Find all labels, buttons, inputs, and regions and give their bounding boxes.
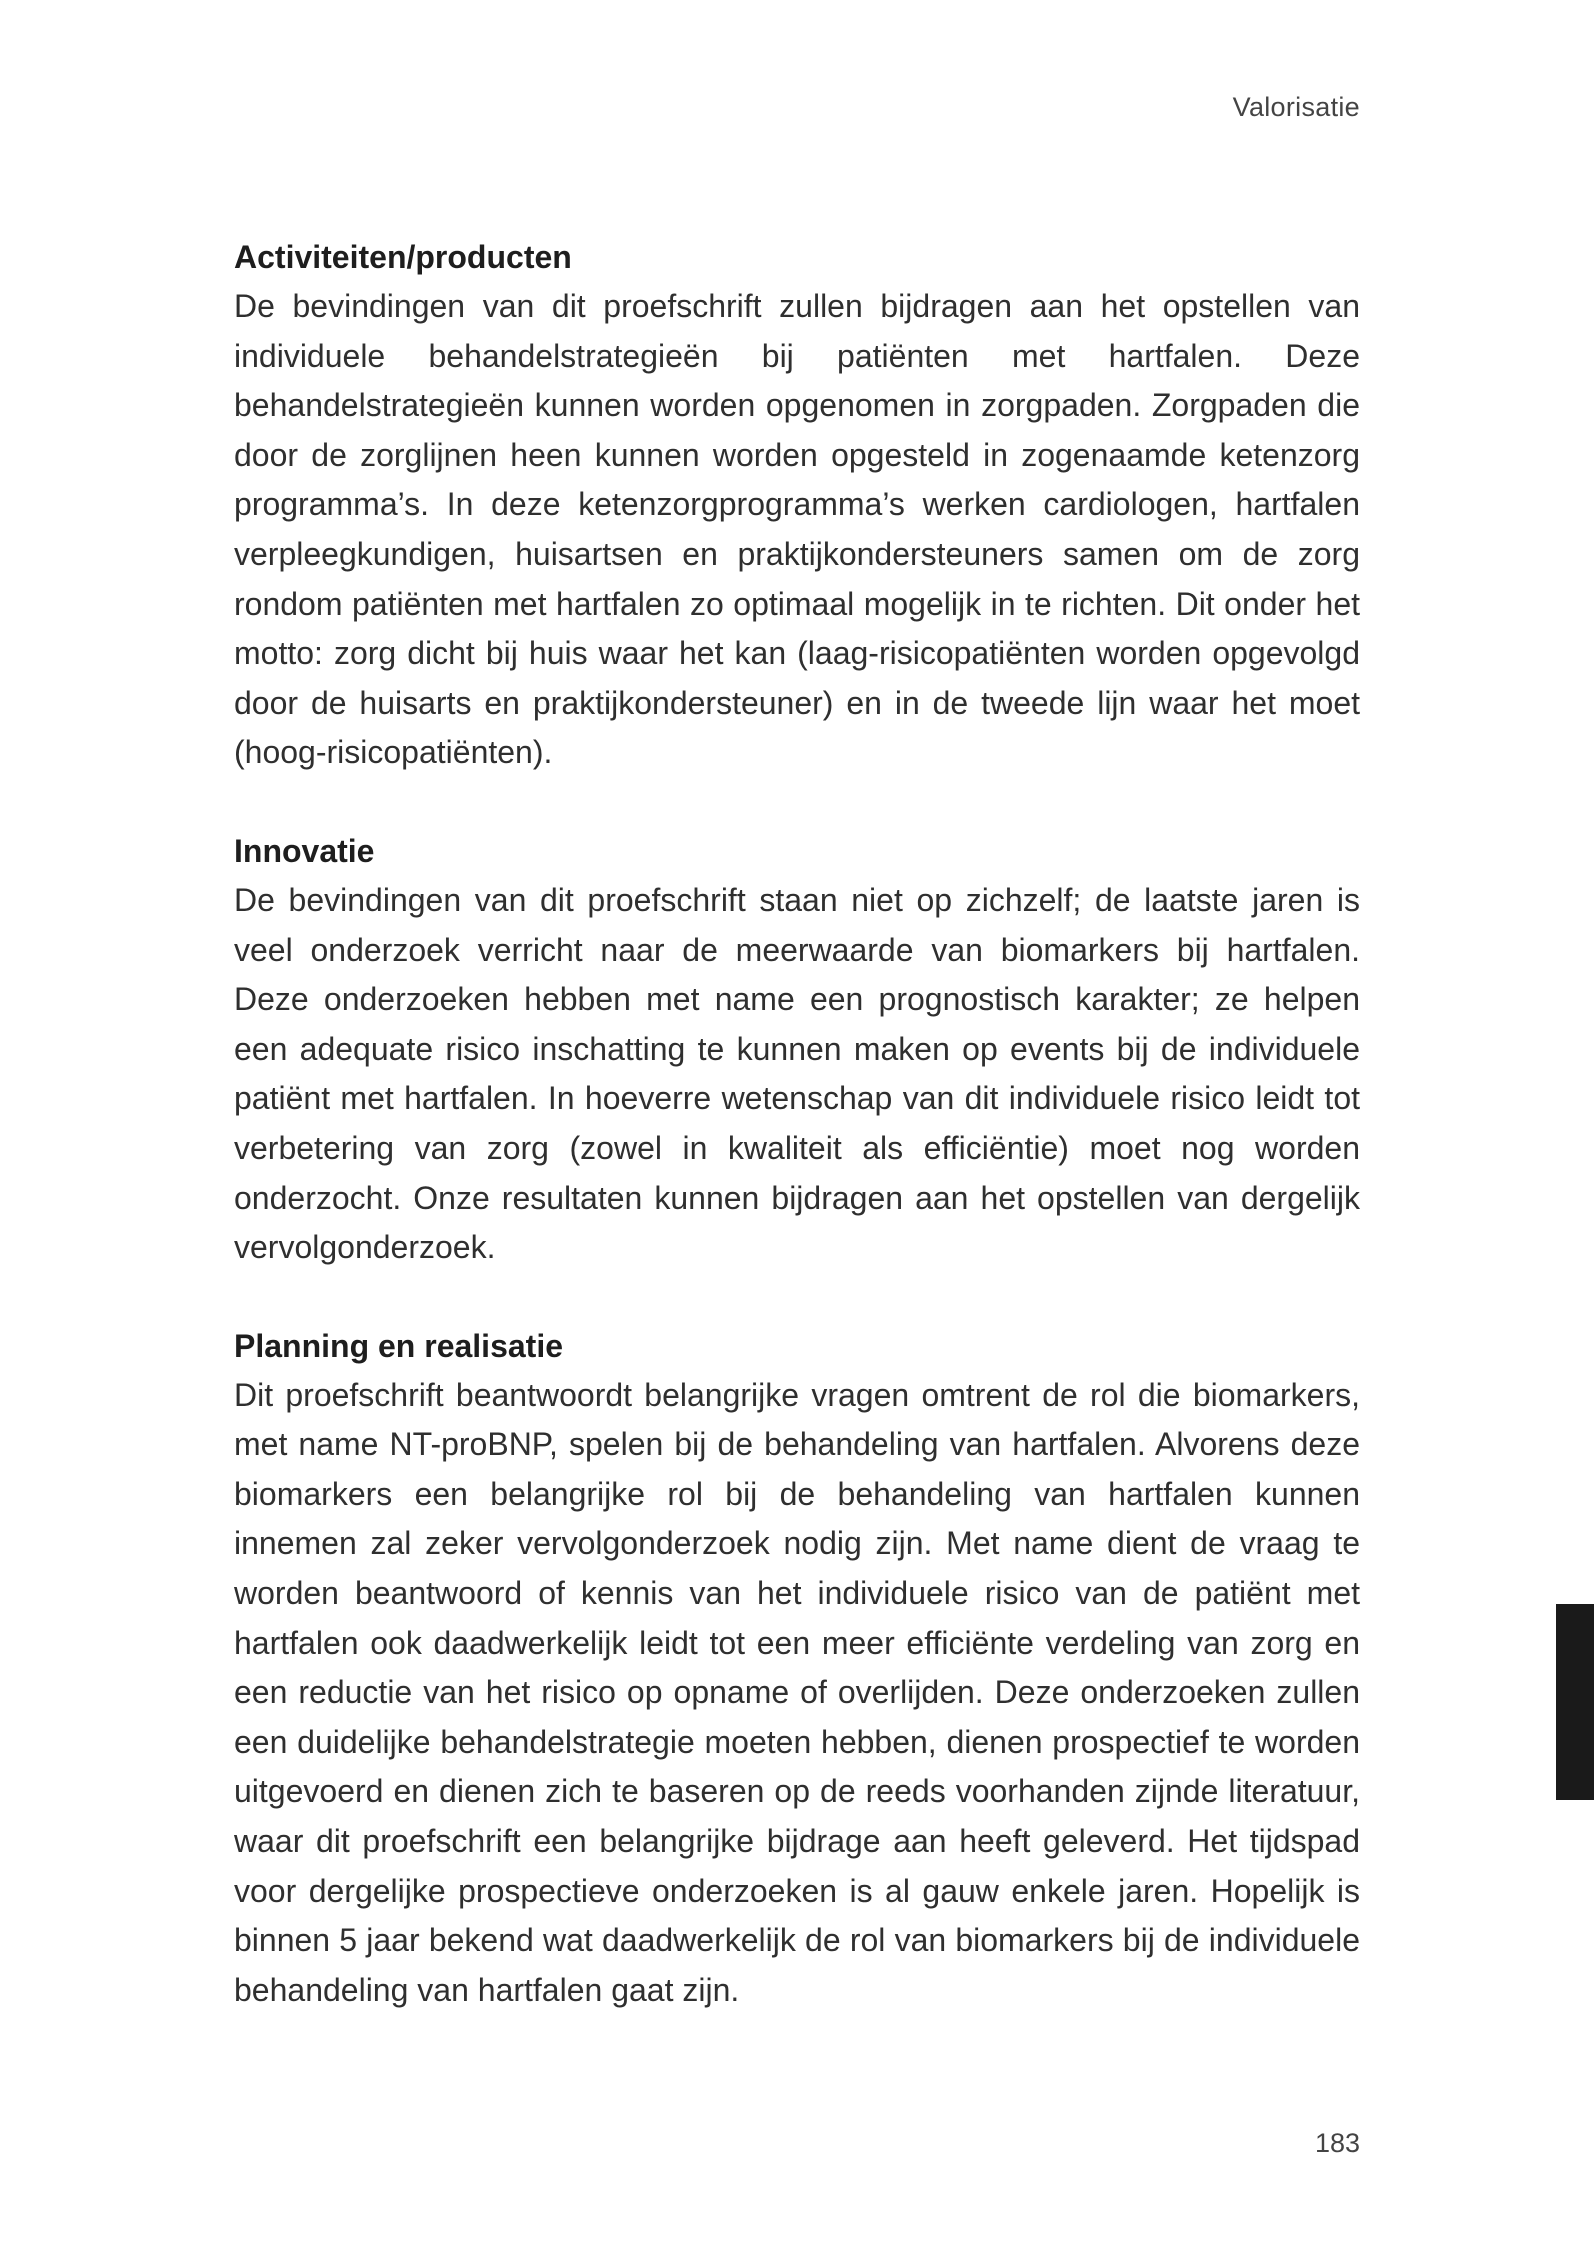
page-content (234, 232, 1360, 2063)
section-planning-en-realisatie (234, 1321, 1360, 2016)
section-heading: Innovatie (234, 832, 375, 869)
section-paragraph: Dit proefschrift beantwoordt belangrijke vragen omtrent de rol die biomarkers, met name NT-proBNP, spelen bij de behandeling van hartfalen. Alvorens deze biomarkers een belangrijke rol bij de behandeling van hartfalen kunnen innemen zal zeker vervolgonderzoek nodig zijn. Met name dient de vraag te worden beantwoord of kennis van het individuele risico van de patiënt met hartfalen ook daadwerkelijk leidt tot een meer efficiënte verdeling van zorg en een reductie van het risico op opname of overlijden. Deze onderzoeken zullen een duidelijke behandelstrategie moeten hebben, dienen prospectief te worden uitgevoerd en dienen zich te baseren op de reeds voorhanden zijnde literatuur, waar dit proefschrift een belangrijke bijdrage aan heeft geleverd. Het tijdspad voor dergelijke prospectieve onderzoeken is al gauw enkele jaren. Hopelijk is binnen 5 jaar bekend wat daadwerkelijk de rol van biomarkers bij de individuele behandeling van hartfalen gaat zijn. (234, 1376, 1360, 2008)
section-paragraph: De bevindingen van dit proefschrift staan niet op zichzelf; de laatste jaren is veel onderzoek verricht naar de meerwaarde van biomarkers bij hartfalen. Deze onderzoeken hebben met name een prognostisch karakter; ze helpen een adequate risico inschatting te kunnen maken op events bij de individuele patiënt met hartfalen. In hoeverre wetenschap van dit individuele risico leidt tot verbetering van zorg (zowel in kwaliteit als efficiëntie) moet nog worden onderzocht. Onze resultaten kunnen bijdragen aan het opstellen van dergelijk vervolgonderzoek. (234, 881, 1360, 1266)
section-innovatie (234, 826, 1360, 1273)
section-heading: Activiteiten/producten (234, 239, 572, 275)
running-header-title: Valorisatie (1232, 92, 1360, 122)
section-paragraph: De bevindingen van dit proefschrift zullen bijdragen aan het opstellen van individuele behandelstrategieën bij patiënten met hartfalen. Deze behandelstrategieën kunnen worden opgenomen in zorgpaden. Zorgpaden die door de zorglijnen heen kunnen worden opgesteld in zogenaamde ketenzorg programma’s. In deze ketenzorgprogramma’s werken cardiologen, hartfalen verpleegkundigen, huisartsen en praktijkondersteuners samen om de zorg rondom patiënten met hartfalen zo optimaal mogelijk in te richten. Dit onder het motto: zorg dicht bij huis waar het kan (laag-risicopatiënten worden opgevolgd door de huisarts en praktijkondersteuner) en in de tweede lijn waar het moet (hoog-risicopatiënten). (234, 288, 1360, 771)
chapter-thumb-tab (1556, 1604, 1594, 1800)
section-heading: Planning en realisatie (234, 1327, 563, 1364)
page-number: 183 (1314, 2128, 1360, 2158)
section-activiteiten-producten (234, 232, 1360, 778)
